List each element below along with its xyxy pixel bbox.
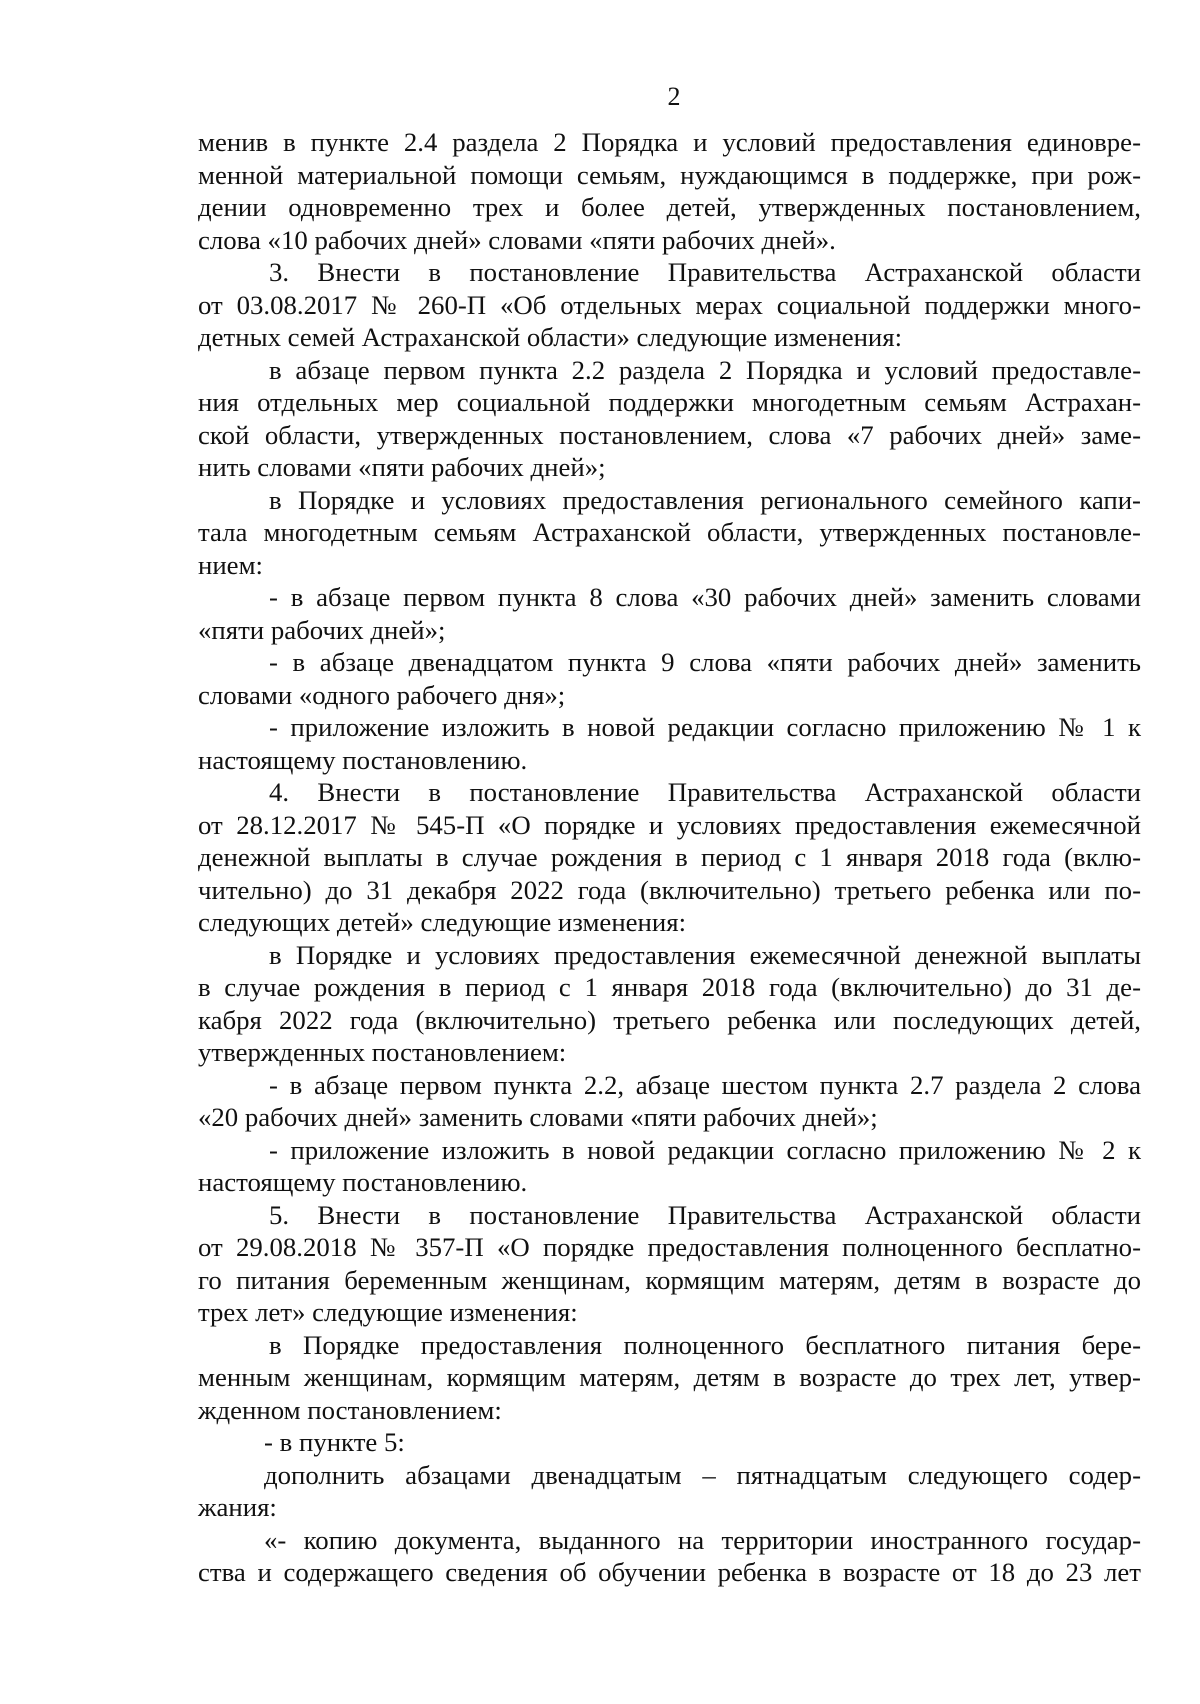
text-line: в Порядке предоставления полноценного бесплатного питания бере- [269, 1329, 1141, 1360]
text-line: менным женщинам, кормящим матерям, детям в возрасте до трех лет, утвер- [198, 1362, 1141, 1392]
text-line: - в абзаце первом пункта 2.2, абзаце шестом пункта 2.7 раздела 2 слова [269, 1069, 1141, 1100]
text-line: слова «10 рабочих дней» словами «пяти рабочих дней». [198, 224, 836, 255]
text-line: дополнить абзацами двенадцатым – пятнадцатым следующего содер- [264, 1459, 1141, 1490]
text-line: жания: [198, 1492, 277, 1522]
page-number: 2 [667, 82, 681, 111]
text-line: утвержденных постановлением: [198, 1037, 567, 1067]
text-line: от 03.08.2017 № 260-П «Об отдельных мерах социальной поддержки много- [198, 289, 1141, 320]
text-line: в Порядке и условиях предоставления регионального семейного капи- [269, 484, 1141, 515]
text-line: тала многодетным семьям Астраханской области, утвержденных постановле- [198, 517, 1141, 547]
text-line: нием: [198, 549, 263, 580]
text-line: жденном постановлением: [198, 1394, 502, 1425]
text-line: чительно) до 31 декабря 2022 года (включительно) третьего ребенка или по- [198, 874, 1141, 905]
text-line: детных семей Астраханской области» следующие изменения: [198, 322, 903, 352]
text-line: «- копию документа, выданного на территории иностранного государ- [264, 1524, 1141, 1555]
text-line: нить словами «пяти рабочих дней»; [198, 452, 606, 482]
text-line: - в абзаце первом пункта 8 слова «30 рабочих дней» заменить словами [269, 582, 1141, 612]
text-line: 5. Внести в постановление Правительства Астраханской области [269, 1199, 1141, 1230]
text-line: от 29.08.2018 № 357-П «О порядке предоставления полноценного бесплатно- [198, 1232, 1141, 1262]
text-line: «20 рабочих дней» заменить словами «пяти рабочих дней»; [198, 1102, 878, 1132]
text-line: настоящему постановлению. [198, 1167, 528, 1197]
text-line: ния отдельных мер социальной поддержки многодетным семьям Астрахан- [198, 387, 1141, 417]
text-line: ской области, утвержденных постановлением, слова «7 рабочих дней» заме- [198, 419, 1141, 450]
text-line: настоящему постановлению. [198, 744, 528, 775]
text-line: «пяти рабочих дней»; [198, 614, 446, 645]
text-line: в случае рождения в период с 1 января 2018 года (включительно) до 31 де- [198, 972, 1141, 1002]
text-line: - в абзаце двенадцатом пункта 9 слова «пяти рабочих дней» заменить [269, 647, 1141, 677]
text-line: денежной выплаты в случае рождения в период с 1 января 2018 года (вклю- [198, 842, 1141, 872]
text-line: 3. Внести в постановление Правительства Астраханской области [269, 257, 1141, 287]
text-line: 4. Внести в постановление Правительства Астраханской области [269, 777, 1141, 807]
text-line: - в пункте 5: [264, 1427, 405, 1457]
text-line: менной материальной помощи семьям, нуждающимся в поддержке, при рож- [198, 159, 1141, 190]
text-line: дении одновременно трех и более детей, утвержденных постановлением, [198, 192, 1141, 222]
text-line: менив в пункте 2.4 раздела 2 Порядка и условий предоставления единовре- [198, 127, 1141, 157]
text-line: в абзаце первом пункта 2.2 раздела 2 Порядка и условий предоставле- [269, 354, 1141, 385]
text-line: следующих детей» следующие изменения: [198, 907, 687, 937]
text-line: кабря 2022 года (включительно) третьего ребенка или последующих детей, [198, 1004, 1141, 1035]
text-line: трех лет» следующие изменения: [198, 1297, 578, 1327]
text-line: от 28.12.2017 № 545-П «О порядке и условиях предоставления ежемесячной [198, 809, 1141, 840]
text-line: в Порядке и условиях предоставления ежемесячной денежной выплаты [269, 939, 1141, 970]
text-line: - приложение изложить в новой редакции согласно приложению № 2 к [269, 1134, 1141, 1165]
text-line: - приложение изложить в новой редакции согласно приложению № 1 к [269, 712, 1141, 742]
text-line: го питания беременным женщинам, кормящим матерям, детям в возрасте до [198, 1264, 1141, 1295]
text-line: ства и содержащего сведения об обучении ребенка в возрасте от 18 до 23 лет [198, 1557, 1141, 1587]
text-line: словами «одного рабочего дня»; [198, 679, 566, 710]
document-body [198, 126, 1141, 1589]
